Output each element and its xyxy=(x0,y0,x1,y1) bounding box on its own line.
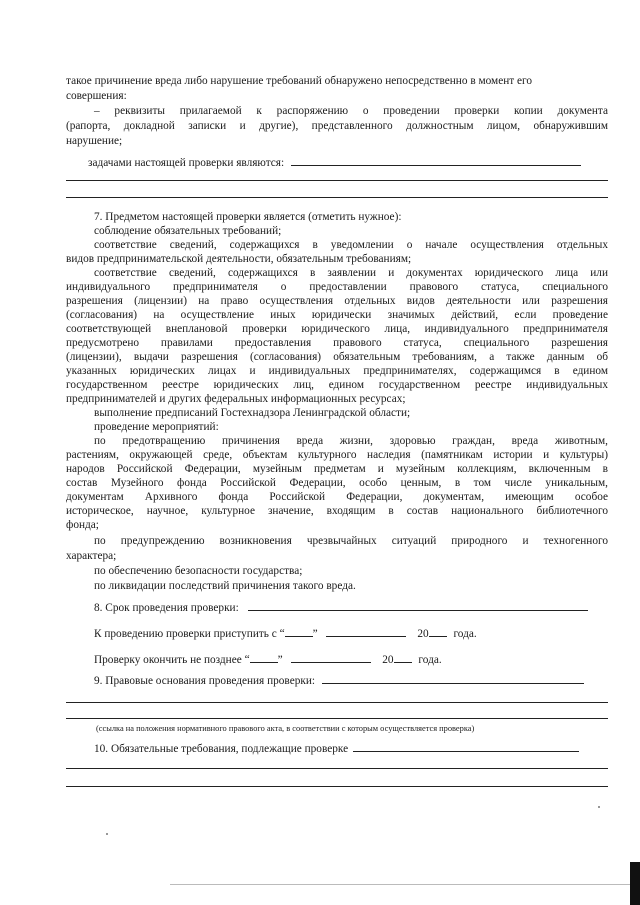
legal-basis-field-line[interactable] xyxy=(66,702,608,703)
tasks-field-line[interactable] xyxy=(66,180,608,181)
end-year-prefix: 20 xyxy=(382,654,394,666)
text-line: предусмотрено правилами предоставления правового статуса, специального разрешения xyxy=(66,337,608,349)
quote-mark: ” xyxy=(312,628,318,640)
text-line: соответствие сведений, содержащихся в уведомлении о начале осуществления отдельных xyxy=(94,239,608,251)
text-line: растениям, окружающей среде, объектам культурного наследия (памятникам истории и культуры) xyxy=(66,449,608,461)
section-10-title: 10. Обязательные требования, подлежащие проверке xyxy=(94,743,349,755)
text-line: проведение мероприятий: xyxy=(94,421,219,433)
text-line: по ликвидации последствий причинения такого вреда. xyxy=(94,580,356,592)
scan-edge-line xyxy=(170,884,632,885)
start-date-prefix: К проведению проверки приступить с “ xyxy=(94,628,285,640)
text-line: народов Российской Федерации, музейным предметам и музейным коллекциям, включенным в xyxy=(66,463,608,475)
end-day-field[interactable] xyxy=(250,652,278,663)
text-line: соблюдение обязательных требований; xyxy=(94,225,282,237)
section-9-line xyxy=(94,673,608,688)
text-line: индивидуального предпринимателя о предоставлении правового статуса, специального xyxy=(66,281,608,293)
section-8-line xyxy=(94,600,608,615)
text-line: по предотвращению причинения вреда жизни, здоровью граждан, вреда животным, xyxy=(94,435,608,447)
text-line: выполнение предписаний Гостехнадзора Ленинградской области; xyxy=(94,407,411,419)
text-line: (рапорта, докладной записки и другие), представленного должностным лицом, обнаружившим xyxy=(66,120,608,132)
text-line: фонда; xyxy=(66,519,99,531)
section-10-line xyxy=(94,741,608,756)
tasks-label-line xyxy=(88,155,608,170)
requirements-field-line[interactable] xyxy=(66,768,608,769)
text-line: характера; xyxy=(66,550,117,562)
start-year-suffix: года. xyxy=(453,628,477,640)
text-line: – реквизиты прилагаемой к распоряжению о проведении проверки копии документа xyxy=(94,105,608,117)
tasks-field[interactable] xyxy=(291,155,581,166)
text-line: документам Архивного фонда Российской Федерации, документам, имеющим особое xyxy=(66,491,608,503)
scan-edge-shadow xyxy=(630,862,640,905)
text-line: историческое, научное, культурное значение, входящим в состав национального библиотечного xyxy=(66,505,608,517)
inspection-period-field[interactable] xyxy=(248,600,588,611)
quote-mark: ” xyxy=(277,654,283,666)
scan-speck xyxy=(598,806,600,808)
end-year-suffix: года. xyxy=(418,654,442,666)
legal-basis-field[interactable] xyxy=(322,673,584,684)
section-7-title: 7. Предметом настоящей проверки является (отметить нужное): xyxy=(94,211,402,223)
start-year-field[interactable] xyxy=(429,626,447,637)
scan-speck xyxy=(106,833,108,835)
text-line: (согласования) на осуществление иных юридически значимых действий, если проведение xyxy=(66,309,608,321)
start-year-prefix: 20 xyxy=(417,628,429,640)
end-month-field[interactable] xyxy=(291,652,371,663)
text-line: (лицензии), выдачи разрешения (согласования) обязательным требованиям, а также данным об xyxy=(66,351,608,363)
text-line: по обеспечению безопасности государства; xyxy=(94,565,303,577)
text-line: государственном реестре юридических лиц, едином государственном реестре индивидуальных xyxy=(66,379,608,391)
legal-basis-caption: (ссылка на положения нормативного правового акта, в соответствии с которым осуществляется проверка) xyxy=(96,724,475,733)
legal-basis-field-line[interactable] xyxy=(66,718,608,719)
requirements-field[interactable] xyxy=(353,741,579,752)
text-line: предпринимателей и других федеральных информационных ресурсах; xyxy=(66,393,406,405)
start-date-line xyxy=(94,626,608,641)
text-line: соответствующей внеплановой проверки юридического лица, индивидуального предпринимателя xyxy=(66,323,608,335)
end-date-prefix: Проверку окончить не позднее “ xyxy=(94,654,250,666)
end-date-line xyxy=(94,652,608,667)
section-8-title: 8. Срок проведения проверки: xyxy=(94,602,239,614)
section-9-title: 9. Правовые основания проведения проверки: xyxy=(94,675,316,687)
text-line: указанных юридических лицах и индивидуальных предпринимателях, содержащимся в едином xyxy=(66,365,608,377)
text-line: совершения: xyxy=(66,90,127,102)
tasks-label: задачами настоящей проверки являются: xyxy=(88,157,285,169)
start-month-field[interactable] xyxy=(326,626,406,637)
text-line: соответствие сведений, содержащихся в заявлении и документах юридического лица или xyxy=(94,267,608,279)
tasks-field-line[interactable] xyxy=(66,197,608,198)
text-line: по предупреждению возникновения чрезвычайных ситуаций природного и техногенного xyxy=(94,535,608,547)
text-line: разрешения (лицензии) на право осуществления отдельных видов деятельности или разрешения xyxy=(66,295,608,307)
requirements-field-line[interactable] xyxy=(66,786,608,787)
text-line: видов предпринимательской деятельности, обязательным требованиям; xyxy=(66,253,412,265)
text-line: состав Музейного фонда Российской Федерации, особо ценным, в том числе уникальным, xyxy=(66,477,608,489)
text-line: нарушение; xyxy=(66,135,123,147)
text-line: такое причинение вреда либо нарушение требований обнаружено непосредственно в момент его xyxy=(66,75,533,87)
end-year-field[interactable] xyxy=(394,652,412,663)
start-day-field[interactable] xyxy=(285,626,313,637)
